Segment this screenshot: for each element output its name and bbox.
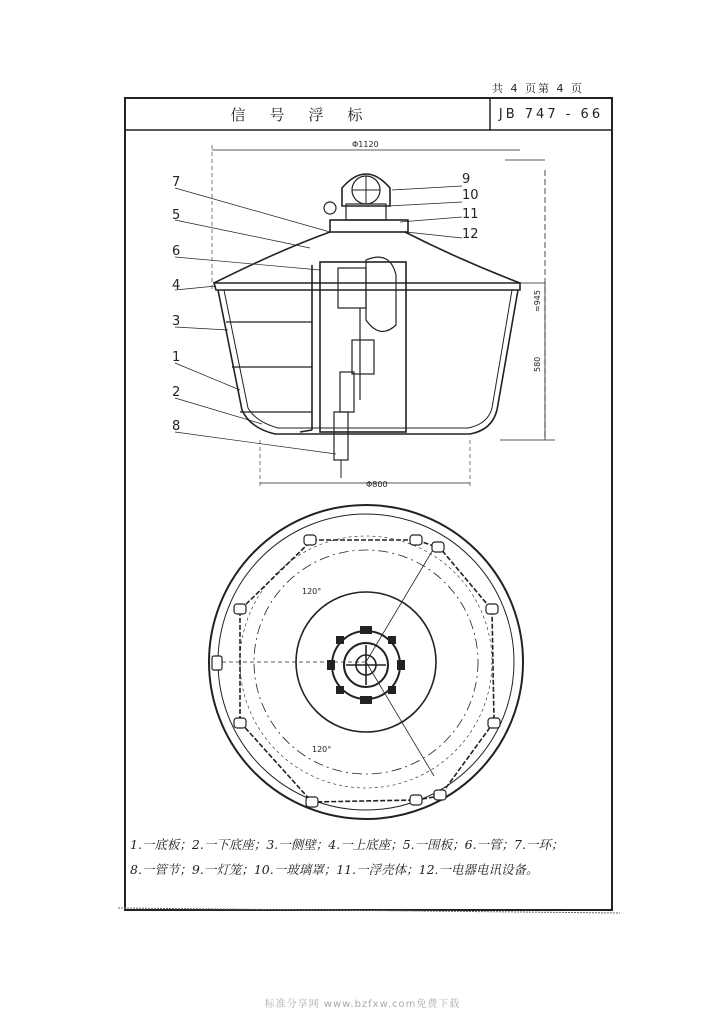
buoy-side-view <box>175 145 555 488</box>
callout-2: 2 <box>172 385 181 400</box>
callout-9: 9 <box>462 172 471 187</box>
page-code: 共 4 页第 4 页 <box>492 82 584 95</box>
callout-6: 6 <box>172 244 181 259</box>
callout-1: 1 <box>172 350 181 365</box>
callout-3: 3 <box>172 314 181 329</box>
angle-label-bottom: 120° <box>312 745 332 754</box>
standard-number: JB 747 - 66 <box>498 106 604 122</box>
callout-10: 10 <box>462 188 479 203</box>
dim-top-diameter: Φ1120 <box>352 140 379 149</box>
lamp-hub <box>327 626 405 704</box>
callout-4: 4 <box>172 278 181 293</box>
dim-height-total: ≈945 <box>533 290 542 312</box>
buoy-top-view <box>209 505 523 819</box>
drawing-title: 信号浮标 <box>230 105 387 124</box>
callout-12: 12 <box>462 227 479 242</box>
legend-line-1: 1.一底板；2.一下底座；3.一侧壁；4.一上底座；5.一围板；6.一管；7.一环； <box>130 837 564 852</box>
callout-7: 7 <box>172 175 181 190</box>
dim-height-body: 580 <box>533 356 542 372</box>
callout-8: 8 <box>172 419 181 434</box>
footer-watermark: 标准分享网 www.bzfxw.com免费下载 <box>264 999 461 1010</box>
angle-label-top: 120° <box>302 587 322 596</box>
callout-11: 11 <box>462 207 479 222</box>
dim-bottom-diameter: Φ800 <box>366 480 388 489</box>
legend-line-2: 8.一管节；9.一灯笼；10.一玻璃罩；11.一浮壳体；12.一电器电讯设备。 <box>130 862 539 877</box>
callout-5: 5 <box>172 208 181 223</box>
